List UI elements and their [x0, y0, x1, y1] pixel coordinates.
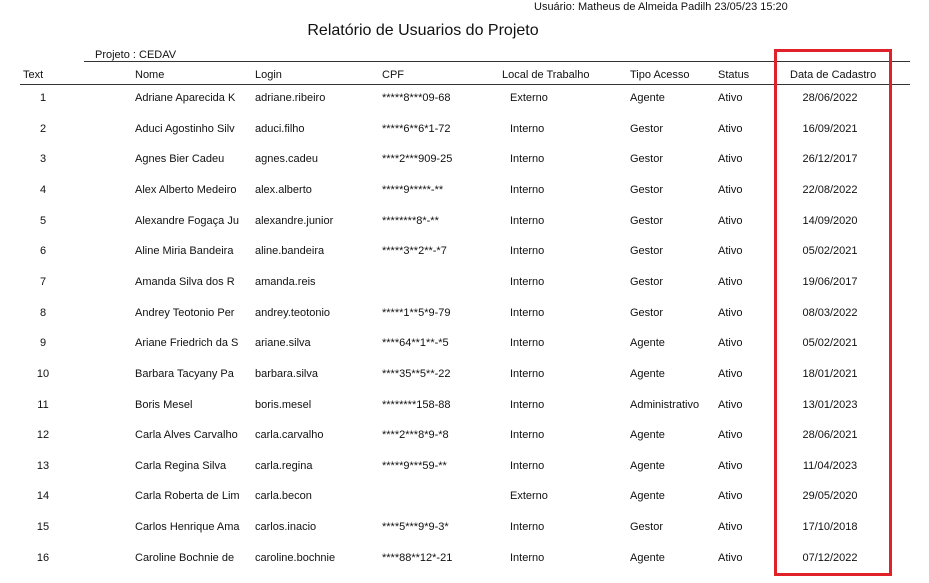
row-local-trabalho: Interno	[510, 183, 545, 196]
row-number: 9	[39, 337, 47, 350]
row-tipo-acesso: Gestor	[630, 122, 664, 135]
row-local-trabalho: Interno	[510, 214, 545, 227]
row-nome: Aduci Agostinho Silv	[135, 122, 235, 135]
row-data-cadastro: 13/01/2023	[802, 398, 858, 411]
row-cpf: ********158-88	[382, 398, 451, 411]
row-local-trabalho: Interno	[510, 153, 545, 166]
row-nome: Carla Alves Carvalho	[135, 429, 238, 442]
row-number: 3	[39, 153, 47, 166]
row-number: 12	[36, 429, 50, 442]
row-status: Ativo	[718, 367, 743, 380]
row-local-trabalho: Interno	[510, 398, 545, 411]
row-cpf: *****3**2**-*7	[382, 245, 447, 258]
row-status: Ativo	[718, 153, 743, 166]
row-number: 11	[37, 398, 49, 411]
row-nome: Carlos Henrique Ama	[135, 521, 240, 534]
row-login: andrey.teotonio	[255, 306, 331, 319]
row-tipo-acesso: Agente	[630, 92, 665, 104]
row-tipo-acesso: Agente	[630, 429, 665, 442]
row-nome: Boris Mesel	[135, 398, 193, 411]
row-data-cadastro: 05/02/2021	[802, 337, 858, 350]
row-number: 2	[39, 122, 47, 135]
row-cpf: *****6**6*1-72	[382, 122, 451, 135]
row-tipo-acesso: Agente	[630, 459, 665, 472]
row-local-trabalho: Interno	[510, 521, 545, 534]
row-tipo-acesso: Agente	[630, 490, 665, 503]
row-status: Ativo	[718, 459, 743, 472]
row-status: Ativo	[718, 275, 743, 288]
row-login: carla.regina	[255, 459, 313, 472]
row-login: barbara.silva	[255, 367, 318, 380]
row-cpf: ****2***8*9-*8	[382, 429, 449, 442]
row-data-cadastro: 28/06/2021	[802, 429, 858, 442]
row-nome: Caroline Bochnie de	[135, 551, 235, 564]
row-data-cadastro: 26/12/2017	[802, 153, 858, 166]
row-number: 13	[36, 459, 50, 472]
row-data-cadastro: 22/08/2022	[802, 183, 858, 196]
row-tipo-acesso: Gestor	[630, 183, 664, 196]
row-cpf: *****9***59-**	[382, 459, 447, 472]
row-nome: Alex Alberto Medeiro	[135, 183, 237, 196]
row-number: 10	[36, 367, 50, 380]
row-login: caroline.bochnie	[255, 551, 336, 564]
row-tipo-acesso: Gestor	[630, 153, 664, 166]
row-data-cadastro: 17/10/2018	[802, 521, 858, 534]
row-number: 6	[39, 245, 47, 258]
row-status: Ativo	[718, 214, 743, 227]
row-tipo-acesso: Agente	[630, 337, 665, 350]
row-number: 5	[39, 214, 47, 227]
row-number: 14	[36, 490, 50, 503]
row-nome: Aline Miria Bandeira	[135, 245, 234, 258]
row-number: 1	[39, 92, 47, 104]
row-status: Ativo	[718, 122, 743, 135]
row-status: Ativo	[718, 490, 743, 503]
column-header-cpf: CPF	[382, 69, 404, 81]
row-status: Ativo	[718, 92, 743, 104]
row-data-cadastro: 05/02/2021	[802, 245, 858, 258]
row-local-trabalho: Interno	[510, 367, 545, 380]
row-number: 7	[39, 275, 47, 288]
row-number: 16	[36, 551, 50, 564]
row-status: Ativo	[718, 245, 743, 258]
row-cpf: ****88**12*-21	[382, 551, 453, 564]
project-label: Projeto : CEDAV	[95, 49, 177, 61]
row-nome: Amanda Silva dos R	[135, 275, 235, 288]
row-tipo-acesso: Administrativo	[630, 398, 700, 411]
row-login: ariane.silva	[255, 337, 311, 350]
row-tipo-acesso: Agente	[630, 551, 665, 564]
row-data-cadastro: 29/05/2020	[802, 490, 858, 503]
row-tipo-acesso: Gestor	[630, 275, 664, 288]
row-login: carlos.inacio	[255, 521, 317, 534]
row-login: aline.bandeira	[255, 245, 325, 258]
row-status: Ativo	[718, 429, 743, 442]
row-tipo-acesso: Gestor	[630, 245, 664, 258]
row-local-trabalho: Externo	[510, 490, 548, 503]
row-data-cadastro: 08/03/2022	[802, 306, 858, 319]
row-nome: Carla Regina Silva	[135, 459, 227, 472]
row-local-trabalho: Interno	[510, 337, 545, 350]
row-tipo-acesso: Gestor	[630, 214, 664, 227]
row-status: Ativo	[718, 551, 743, 564]
row-login: alex.alberto	[255, 183, 312, 196]
row-data-cadastro: 11/04/2023	[802, 459, 858, 472]
row-data-cadastro: 16/09/2021	[802, 122, 858, 135]
row-login: adriane.ribeiro	[255, 92, 326, 104]
column-header-login: Login	[255, 69, 282, 81]
column-header-status: Status	[718, 69, 750, 81]
row-login: alexandre.junior	[255, 214, 334, 227]
row-nome: Ariane Friedrich da S	[135, 337, 239, 350]
row-nome: Adriane Aparecida K	[135, 92, 236, 104]
report-title: Relatório de Usuarios do Projeto	[307, 22, 539, 39]
row-cpf: *****9*****-**	[382, 183, 444, 196]
column-header-tipo: Tipo Acesso	[630, 69, 690, 81]
row-nome: Barbara Tacyany Pa	[135, 367, 234, 380]
row-local-trabalho: Interno	[510, 551, 545, 564]
row-login: aduci.filho	[255, 122, 305, 135]
row-status: Ativo	[718, 306, 743, 319]
row-login: carla.becon	[255, 490, 312, 503]
row-data-cadastro: 19/06/2017	[802, 275, 858, 288]
row-data-cadastro: 14/09/2020	[802, 214, 858, 227]
row-cpf: ****35**5**-22	[382, 367, 451, 380]
row-local-trabalho: Interno	[510, 245, 545, 258]
row-cpf: *****8***09-68	[382, 92, 451, 104]
row-number: 15	[36, 521, 50, 534]
row-status: Ativo	[718, 337, 743, 350]
row-login: carla.carvalho	[255, 429, 324, 442]
row-login: boris.mesel	[255, 398, 312, 411]
report-user-timestamp: Usuário: Matheus de Almeida Padilh 23/05/23 15:20	[534, 1, 788, 13]
column-header-local: Local de Trabalho	[502, 69, 590, 81]
row-status: Ativo	[718, 398, 743, 411]
row-local-trabalho: Interno	[510, 275, 545, 288]
row-cpf: ****64**1**-*5	[382, 337, 449, 350]
row-status: Ativo	[718, 521, 743, 534]
row-local-trabalho: Interno	[510, 122, 545, 135]
column-header-data-cadastro: Data de Cadastro	[790, 69, 877, 81]
row-data-cadastro: 28/06/2022	[802, 92, 858, 104]
row-nome: Carla Roberta de Lim	[135, 490, 240, 503]
row-nome: Andrey Teotonio Per	[135, 306, 235, 319]
row-tipo-acesso: Gestor	[630, 306, 664, 319]
date-column-highlight	[774, 49, 892, 576]
row-tipo-acesso: Agente	[630, 367, 665, 380]
row-tipo-acesso: Gestor	[630, 521, 664, 534]
row-data-cadastro: 18/01/2021	[802, 367, 858, 380]
row-cpf: *****1**5*9-79	[382, 306, 451, 319]
row-number: 8	[39, 306, 47, 319]
row-cpf: ****2***909-25	[382, 153, 453, 166]
row-number: 4	[39, 183, 47, 196]
row-local-trabalho: Interno	[510, 459, 545, 472]
column-header-text: Text	[23, 69, 44, 81]
row-login: amanda.reis	[255, 275, 316, 288]
column-header-nome: Nome	[135, 69, 165, 81]
row-nome: Alexandre Fogaça Ju	[135, 214, 239, 227]
row-local-trabalho: Externo	[510, 92, 548, 104]
row-nome: Agnes Bier Cadeu	[135, 153, 225, 166]
row-cpf: ****5***9*9-3*	[382, 521, 449, 534]
row-local-trabalho: Interno	[510, 429, 545, 442]
row-login: agnes.cadeu	[255, 153, 318, 166]
row-status: Ativo	[718, 183, 743, 196]
row-local-trabalho: Interno	[510, 306, 545, 319]
row-cpf: ********8*-**	[382, 214, 439, 227]
row-data-cadastro: 07/12/2022	[802, 551, 858, 564]
